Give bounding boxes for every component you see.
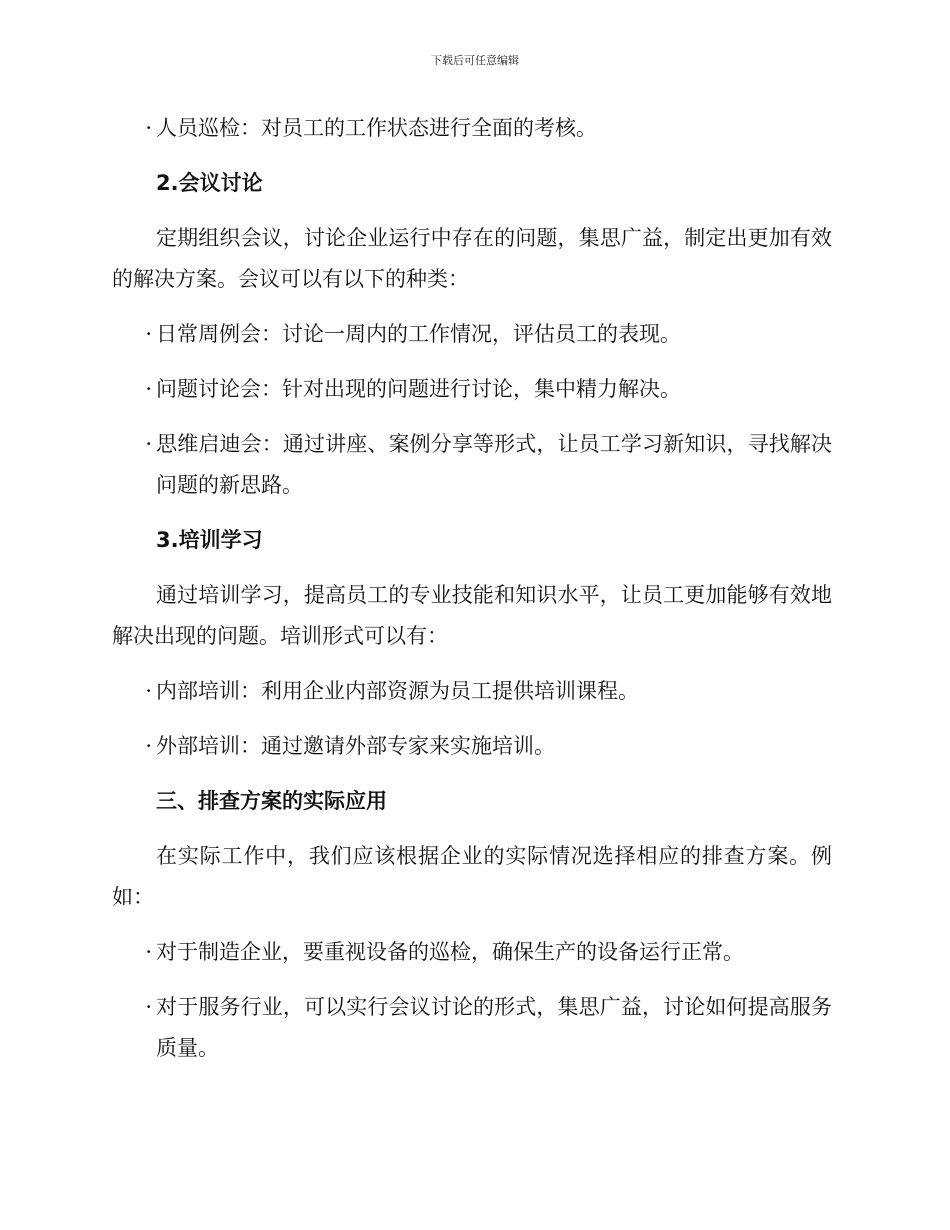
section-heading-training: 3.培训学习 (156, 528, 263, 552)
bullet-text: 外部培训：通过邀请外部专家来实施培训。 (156, 734, 555, 758)
document-body (112, 108, 832, 1083)
bullet-service-industry (112, 987, 832, 1069)
bullet-external-training (112, 726, 832, 767)
bullet-internal-training (112, 671, 832, 712)
bullet-text: 对于服务行业，可以实行会议讨论的形式，集思广益，讨论如何提高服务质量。 (156, 995, 832, 1060)
section-heading-meeting: 2.会议讨论 (156, 171, 263, 195)
bullet-text: 问题讨论会：针对出现的问题进行讨论，集中精力解决。 (156, 377, 681, 401)
bullet-inspiration-meeting (112, 424, 832, 506)
bullet-text: 人员巡检：对员工的工作状态进行全面的考核。 (156, 116, 597, 140)
paragraph-meeting-intro: 定期组织会议，讨论企业运行中存在的问题，集思广益，制定出更加有效的解决方案。会议可以有以下的种类： (112, 226, 832, 291)
bullet-problem-meeting (112, 369, 832, 410)
bullet-manufacturing (112, 932, 832, 973)
bullet-text: 日常周例会：讨论一周内的工作情况，评估员工的表现。 (156, 322, 681, 346)
bullet-dot: · (145, 940, 152, 964)
bullet-weekly-meeting (112, 314, 832, 355)
bullet-dot: · (145, 995, 152, 1019)
bullet-dot: · (145, 679, 152, 703)
paragraph-training-intro: 通过培训学习，提高员工的专业技能和知识水平，让员工更加能够有效地解决出现的问题。培训形式可以有： (112, 583, 832, 648)
bullet-text: 内部培训：利用企业内部资源为员工提供培训课程。 (156, 679, 639, 703)
bullet-dot: · (145, 377, 152, 401)
bullet-dot: · (145, 322, 152, 346)
bullet-text: 思维启迪会：通过讲座、案例分享等形式，让员工学习新知识，寻找解决问题的新思路。 (156, 432, 832, 497)
bullet-personnel-inspection (112, 108, 832, 149)
page-header: 下载后可任意编辑 (431, 54, 519, 67)
bullet-dot: · (145, 432, 152, 456)
bullet-dot: · (145, 734, 152, 758)
section-heading-application: 三、排查方案的实际应用 (156, 789, 387, 813)
bullet-dot: · (145, 116, 152, 140)
paragraph-application-intro: 在实际工作中，我们应该根据企业的实际情况选择相应的排查方案。例如： (112, 844, 832, 909)
bullet-text: 对于制造企业，要重视设备的巡检，确保生产的设备运行正常。 (156, 940, 744, 964)
